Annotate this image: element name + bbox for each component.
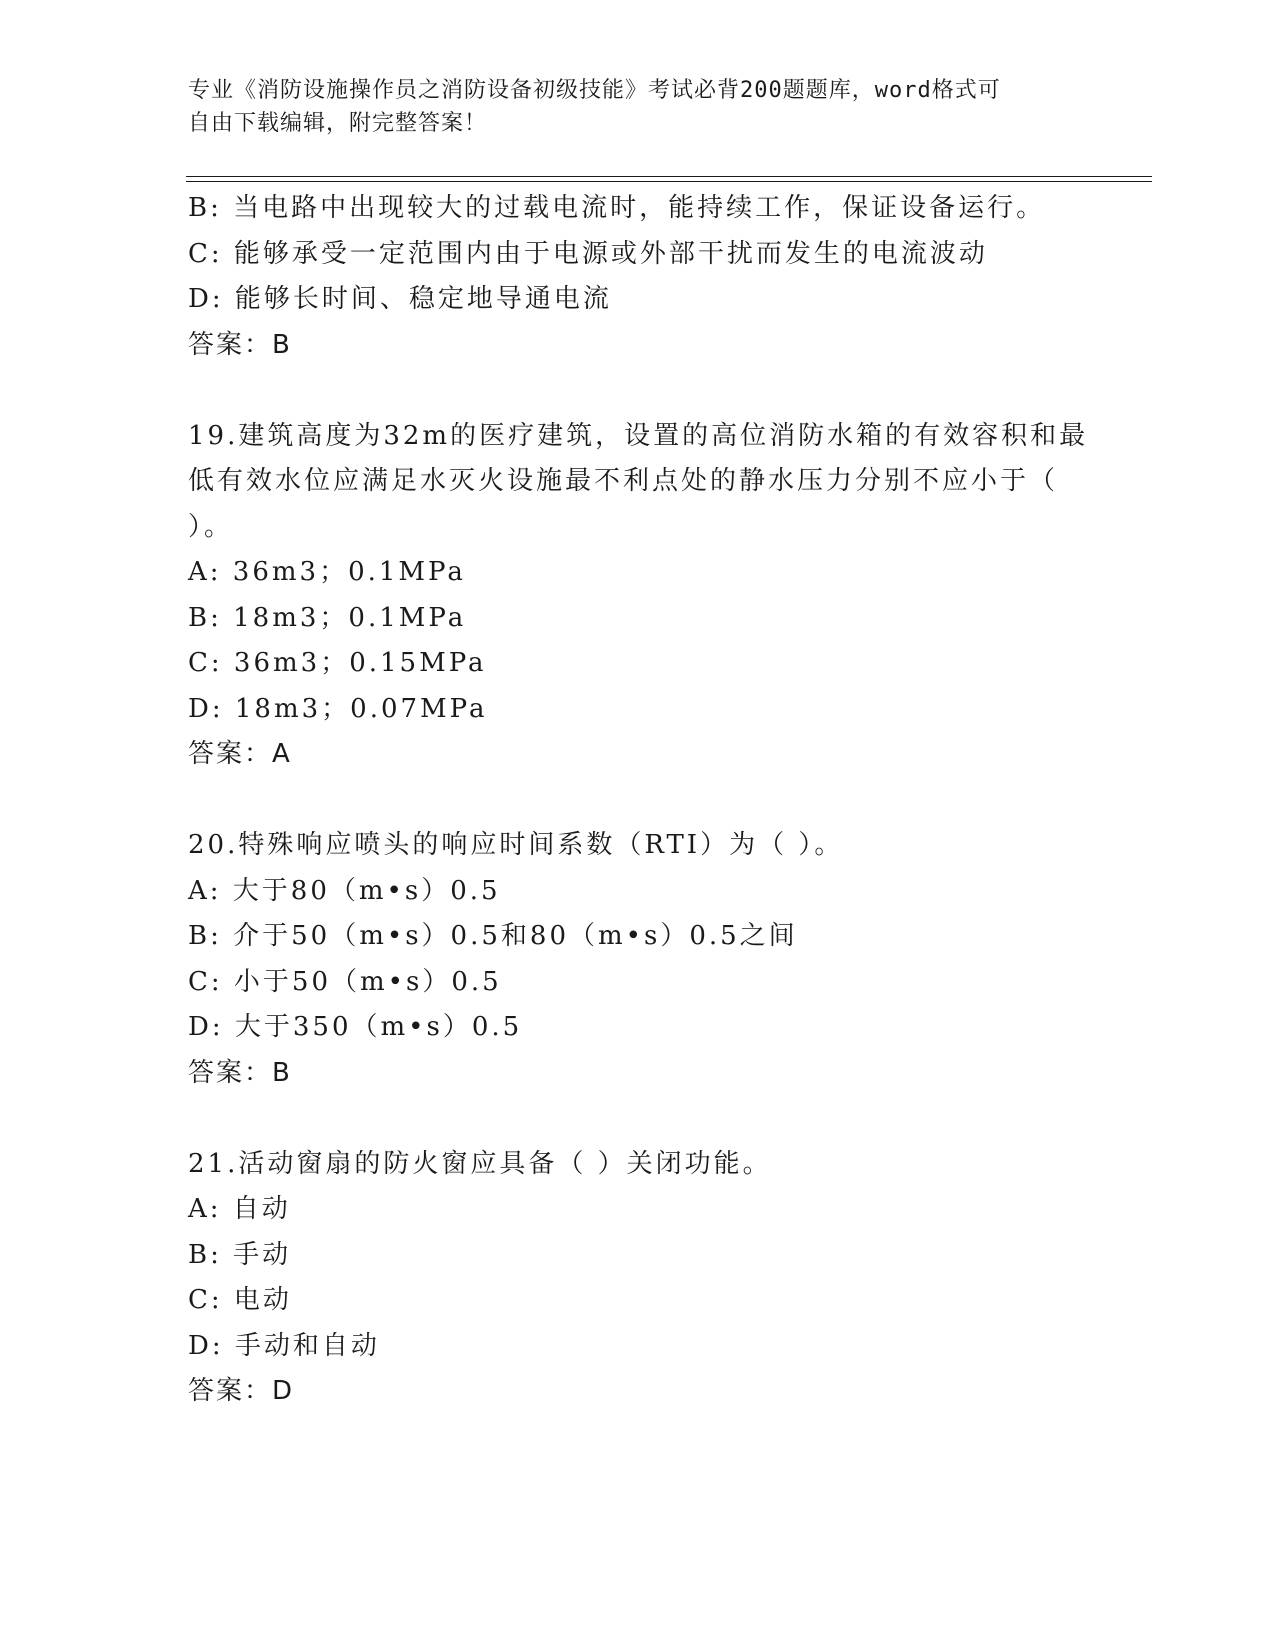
question-stem-line: 低有效水位应满足水灭火设施最不利点处的静水压力分别不应小于（ — [188, 466, 1059, 496]
option-a: A: 36m3；0.1MPa — [188, 557, 466, 587]
option-c: C: 电动 — [188, 1285, 292, 1315]
question-stem-line: ）。 — [188, 511, 234, 542]
option-d: D: 能够长时间、稳定地导通电流 — [188, 284, 612, 314]
question-20 — [188, 823, 1088, 1096]
header-divider-bottom — [186, 181, 1152, 182]
option-b: B: 介于50（m•s）0.5和80（m•s）0.5之间 — [188, 921, 798, 951]
question-21 — [188, 1142, 1088, 1415]
option-b: B: 手动 — [188, 1239, 292, 1270]
question-18 — [188, 186, 1088, 368]
option-c: C: 36m3；0.15MPa — [188, 648, 487, 678]
question-stem-line: 21.活动窗扇的防火窗应具备（ ）关闭功能。 — [188, 1148, 772, 1179]
option-a: A: 大于80（m•s）0.5 — [188, 875, 501, 906]
option-a: A: 自动 — [188, 1194, 291, 1224]
answer: 答案：D — [188, 1376, 295, 1406]
document-header — [188, 74, 1068, 140]
header-line-1: 专业《消防设施操作员之消防设备初级技能》考试必背200题题库，word格式可 — [188, 78, 1001, 103]
answer: 答案：B — [188, 1057, 292, 1088]
option-c: C: 小于50（m•s）0.5 — [188, 966, 502, 997]
question-stem-line: 20.特殊响应喷头的响应时间系数（RTI）为（ ）。 — [188, 830, 844, 860]
answer: 答案：B — [188, 329, 292, 360]
answer: 答案：A — [188, 739, 292, 769]
option-d: D: 大于350（m•s）0.5 — [188, 1012, 523, 1042]
question-19 — [188, 414, 1088, 778]
header-divider-top — [186, 176, 1152, 177]
option-d: D: 手动和自动 — [188, 1330, 380, 1361]
option-b: B: 18m3；0.1MPa — [188, 602, 467, 633]
question-list — [188, 186, 1088, 1415]
option-d: D: 18m3；0.07MPa — [188, 693, 488, 724]
option-c: C: 能够承受一定范围内由于电源或外部干扰而发生的电流波动 — [188, 238, 988, 269]
option-b: B: 当电路中出现较大的过载电流时，能持续工作，保证设备运行。 — [188, 193, 1046, 223]
header-line-2: 自由下载编辑，附完整答案！ — [188, 111, 488, 136]
question-stem-line: 19.建筑高度为32m的医疗建筑，设置的高位消防水箱的有效容积和最 — [188, 420, 1089, 451]
